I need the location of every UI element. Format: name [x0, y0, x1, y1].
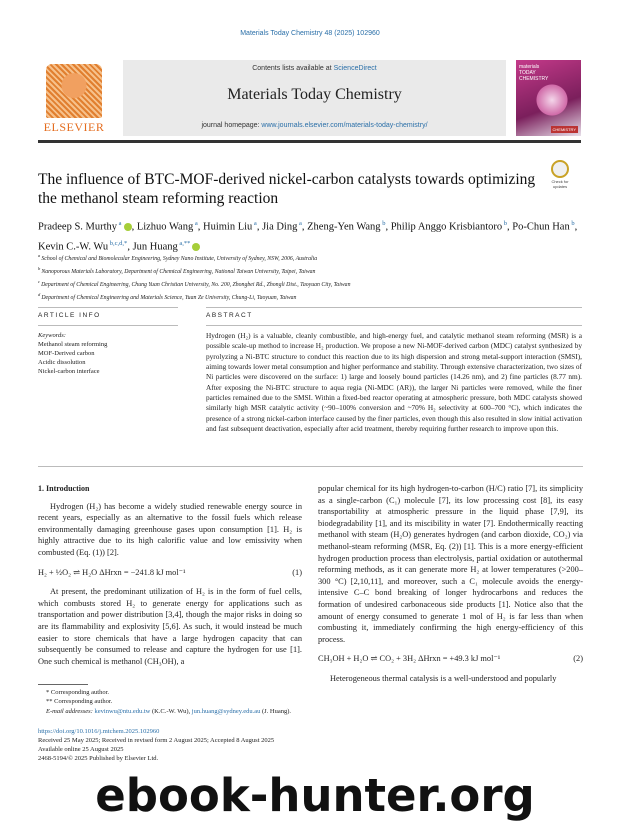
- homepage-prefix: journal homepage:: [201, 122, 262, 129]
- cover-title: [519, 64, 548, 82]
- email-owner: (J. Huang).: [260, 707, 292, 715]
- body-column-right: [318, 483, 583, 685]
- author-name: Jun Huang: [132, 241, 178, 252]
- author-affiliation-marker[interactable]: b: [569, 220, 575, 227]
- author-affiliation-marker[interactable]: a: [297, 220, 302, 227]
- equation-number: (1): [292, 567, 302, 577]
- equation-number: (2): [573, 654, 583, 664]
- author-name: Po-Chun Han: [512, 221, 570, 233]
- journal-name: Materials Today Chemistry: [227, 86, 402, 103]
- received-dates: Received 25 May 2025; Received in revised form 2 August 2025; Accepted 8 August 2025: [38, 737, 275, 744]
- author-affiliation-marker[interactable]: b,c,d,*: [108, 239, 128, 247]
- divider: [38, 307, 178, 308]
- affiliation-marker: c: [38, 278, 42, 284]
- watermark-text: ebook-hunter.org: [95, 769, 535, 822]
- cover-tag: CHEMISTRY: [552, 127, 576, 132]
- author-affiliation-marker[interactable]: a: [252, 220, 257, 227]
- equation-text: H₂ + ½O₂ ⇌ H₂O ΔHrxn = −241.8 kJ mol⁻¹: [38, 567, 186, 577]
- cover-title-line: TODAY: [519, 70, 536, 76]
- author-name: Kevin C.-W. Wu: [38, 241, 109, 252]
- journal-citation-header[interactable]: Materials Today Chemistry 48 (2025) 102960: [240, 30, 380, 37]
- footnotes: [38, 684, 302, 716]
- footnote-rule: [38, 684, 88, 685]
- equation-2: [318, 653, 583, 665]
- keyword: Methanol steam reforming: [38, 341, 108, 348]
- available-online: Available online 25 August 2025: [38, 746, 124, 753]
- doi-link[interactable]: https://doi.org/10.1016/j.mtchem.2025.102960: [38, 728, 160, 735]
- author-name: Lizhuo Wang: [136, 221, 194, 233]
- check-updates-label: [545, 179, 575, 189]
- author-name: Pradeep S. Murthy: [38, 221, 118, 233]
- affiliation-text: Department of Chemical Engineering, Chung Yuan Christian University, No. 200, Zhongbei Rd., Zhongli Dist., Taoyuan City, Taiwan: [41, 281, 351, 288]
- journal-cover-thumbnail[interactable]: [516, 60, 581, 136]
- keywords-block: [38, 331, 178, 376]
- divider: [38, 466, 583, 467]
- article-info-heading: ARTICLE INFO: [38, 312, 101, 319]
- affiliation-text: School of Chemical and Biomolecular Engineering, Sydney Nano Institute, University of Sydney, NSW, 2006, Australia: [41, 255, 318, 262]
- affiliation: [38, 290, 583, 303]
- cover-title-line: materials: [519, 64, 540, 70]
- body-column-left: [38, 483, 302, 667]
- article-title: The influence of BTC-MOF-derived nickel-carbon catalysts towards optimizing the methanol steam reforming reaction: [38, 171, 536, 207]
- masthead-info-box: [123, 60, 506, 136]
- affiliation: [38, 277, 583, 290]
- author-affiliation-marker[interactable]: a,**: [177, 239, 191, 247]
- body-paragraph: At present, the predominant utilization of H₂ is in the form of fuel cells, which combusts stored H₂ to generate energy for applications such as transportation and power distribution [3,4], though the major risks in doing so are its flammability and explosivity [5,6]. As such, it would instead be much easier to store chemicals that have a large hydrogen capacity that can subsequently be consumed to release and capture the hydrogen for use [1]. One such chemical is methanol (CH₃OH), a: [38, 587, 302, 666]
- keyword: Acidic dissolution: [38, 359, 86, 366]
- check-updates-line: updates: [552, 184, 568, 189]
- keywords-label: Keywords:: [38, 332, 66, 339]
- footnote-corresponding-1: * Corresponding author.: [46, 689, 110, 696]
- footnote-corresponding-2: ** Corresponding author.: [46, 698, 113, 706]
- abstract-text: Hydrogen (H₂) is a valuable, cleanly combustible, and high-energy fuel, and catalytic methanol steam reforming (MSR) is a possible scale-up method to increase H₂ production. We propose a new Ni-MOF-derived carbon (MDC) catalyst synthesized by pyrolyzing a Ni-BTC structure to conduct this reaction due to its high dispersion and strong metal-support interaction (SMSI), aiming towards lower metal consumption and higher performance and stability. Through extensive characterization, two sizes of Ni particles were discovered on the surface: 1) large and loosely bound particles (14.26 nm), and 2) fine particles (8.77 nm). After exposing the Ni-BTC structure to aqua regia (Ni-MDC (AR)), the larger Ni particles were removed, while the finer particles remained due to the SMSI. Within a fixed-bed reactor operating at atmospheric pressure, both MDC catalysts showed similarly high MSR catalytic activity (~90–100% conversion and ~70% H₂ selectivity at 600–700 °C), which indicates the presence of a strong nickel-carbon interface caused by the finer particles, even though this also resulted in slow initial activation and fast subsequent deactivation, especially after acid treatment, thereby requiring further research to improve upon this.: [206, 331, 582, 434]
- orcid-icon[interactable]: [192, 243, 200, 251]
- email-owner: (K.C.-W. Wu),: [150, 707, 192, 715]
- author-affiliation-marker[interactable]: b: [380, 220, 386, 227]
- footnote-emails: [38, 707, 302, 716]
- affiliation-marker: d: [38, 291, 42, 297]
- author-name: Jia Ding: [262, 221, 298, 233]
- cover-title-line: CHEMISTRY: [519, 76, 549, 82]
- affiliation-list: [38, 251, 583, 303]
- orcid-icon[interactable]: [124, 223, 132, 231]
- divider: [206, 325, 582, 326]
- equation-1: [38, 567, 302, 579]
- body-paragraph: Heterogeneous thermal catalysis is a well-understood and popularly: [330, 673, 557, 683]
- email-label: E-mail addresses:: [46, 707, 95, 715]
- copyright-line: 2468-5194/© 2025 Published by Elsevier Ltd.: [38, 755, 159, 762]
- author-affiliation-marker[interactable]: a: [193, 220, 198, 227]
- divider: [206, 307, 582, 308]
- affiliation-marker: a: [38, 253, 42, 258]
- divider: [38, 325, 178, 326]
- elsevier-logo: [38, 60, 110, 136]
- author-name: Huimin Liu: [203, 221, 253, 233]
- author-list: Pradeep S. Murthy $^a$ , Lizhuo Wang $^a$, Huimin Liu $^a$, Jia Ding $^a$, Zheng-Yen Wang $^b$, Philip Anggo Krisbiantoro $^b$, Po-Chun Han $^b$, Kevin C.-W. Wu $^{b,c,d,*}$, Jun Huang $^{a,**}$: [38, 220, 578, 252]
- affiliation-marker: b: [38, 265, 42, 271]
- check-updates-line: Check for: [551, 179, 569, 184]
- author-affiliation-marker[interactable]: a: [117, 220, 122, 227]
- equation-text: CH₃OH + H₂O ⇌ CO₂ + 3H₂ ΔHrxn = +49.3 kJ mol⁻¹: [318, 654, 501, 664]
- check-for-updates-button[interactable]: [545, 160, 575, 189]
- sciencedirect-link[interactable]: ScienceDirect: [333, 65, 377, 72]
- publisher-name: ELSEVIER: [43, 120, 105, 134]
- contents-prefix: Contents lists available at: [252, 65, 334, 72]
- affiliation-text: Department of Chemical Engineering and Materials Science, Yuan Ze University, Chung-Li, Taoyuan, Taiwan: [41, 294, 297, 301]
- cover-art: [534, 82, 570, 118]
- body-paragraph: Hydrogen (H₂) has become a widely studied renewable energy source in recent years, especially as an alternative to the fossil fuels which release environmentally damaging greenhouse gases upon consumption [1]. H₂ is highly attractive due to its high calorific value and low emissivity when combusted (Eq. (1)) [2].: [38, 501, 302, 557]
- affiliation: [38, 251, 583, 264]
- author-affiliation-marker[interactable]: b: [502, 220, 507, 227]
- article-metadata-footer: [38, 727, 338, 763]
- affiliation-text: Nanoporous Materials Laboratory, Department of Chemical Engineering, National Taiwan University, Taipei, Taiwan: [41, 268, 316, 275]
- contents-line: [123, 65, 506, 72]
- email-link-wu[interactable]: kevinwu@ntu.edu.tw: [94, 707, 151, 715]
- keyword: Nickel-carbon interface: [38, 368, 100, 375]
- abstract-heading: ABSTRACT: [206, 312, 253, 319]
- affiliation: [38, 264, 583, 277]
- body-paragraph: popular chemical for its high hydrogen-to-carbon (H/C) ratio [7], its simplicity as a single-carbon (C₁) molecule [7], its low processing cost [8], its easy transportability at atmospheric pressure in the liquid phase [7,9], its biodegradability [1], and its miscibility in water [7]. Endothermically reacting methanol with steam (H₂O) generates hydrogen (and carbon dioxide, CO₂) via methanol-steam reforming (MSR, Eq. (2)) [1]. This is a more energy-efficient hydrogen production process than electrolysis, partial oxidation or autothermal reforming methods, as it can generate more H₂ at lower temperatures (>200–300 °C) [2,10,11], and moreover, such a C₁ molecule avoids the energy-intensive C–C bond breaking of longer hydrocarbons and reduces the formation of undesired carbonaceous side products [1]. Notice also that the amount of energy consumed to generate 1 mol of H₂ is far less than when combusting it, immediately confirming the high energy-efficiency of this process.: [318, 484, 583, 644]
- keyword: MOF-Derived carbon: [38, 350, 95, 357]
- homepage-link[interactable]: www.journals.elsevier.com/materials-today-chemistry/: [261, 122, 428, 129]
- check-updates-icon: [551, 160, 569, 178]
- masthead: [38, 60, 581, 143]
- elsevier-tree-icon: [46, 64, 102, 118]
- homepage-line: [123, 122, 506, 129]
- author-name: Philip Anggo Krisbiantoro: [390, 221, 503, 233]
- email-link-huang[interactable]: jun.huang@sydney.edu.au: [191, 707, 261, 715]
- author-name: Zheng-Yen Wang: [307, 221, 381, 233]
- section-heading: 1. Introduction: [38, 484, 90, 493]
